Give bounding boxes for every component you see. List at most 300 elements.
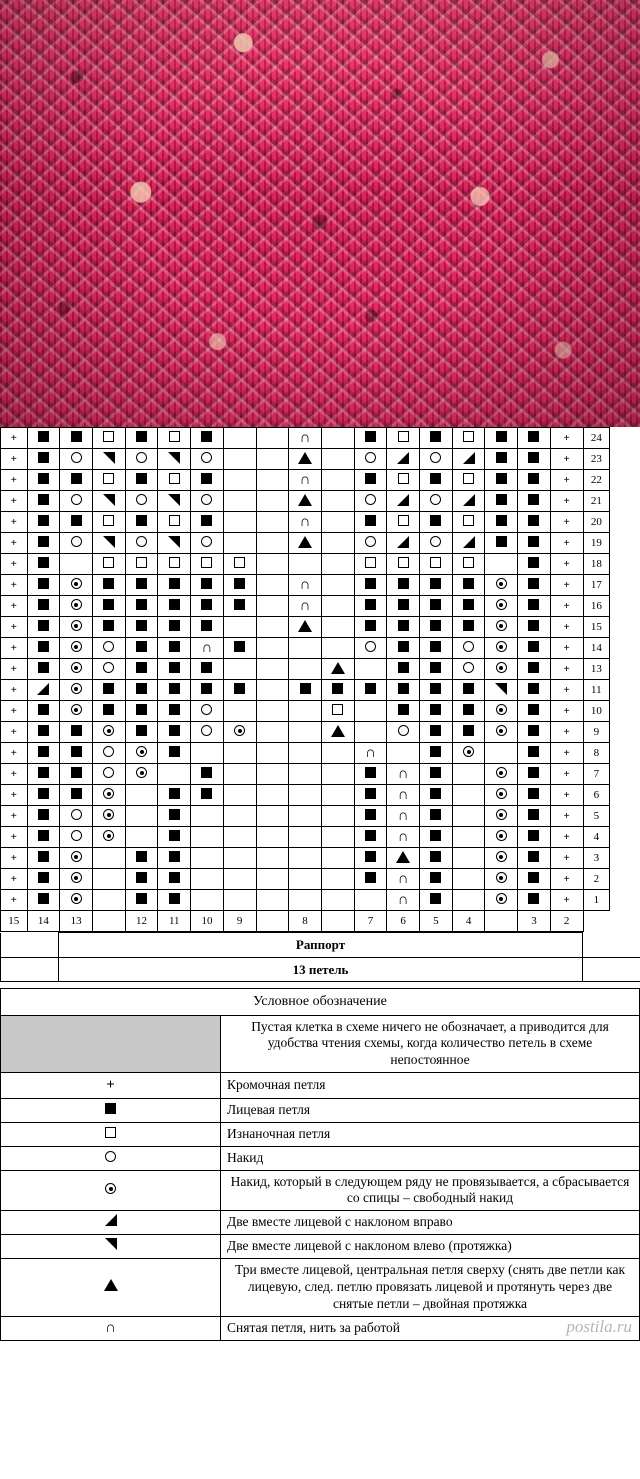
chart-cell [158,533,191,554]
chart-cell [485,869,518,890]
chart-cell [452,512,485,533]
knit-symbol [201,578,212,589]
knit-symbol [365,431,376,442]
chart-cell [27,617,60,638]
yarnover-symbol [430,494,441,505]
knit-symbol [528,746,539,757]
free-yarnover-symbol [71,599,82,610]
chart-column-number [92,911,125,932]
chart-cell [518,491,551,512]
chart-cell [354,680,387,701]
chart-cell [420,575,453,596]
chart-column-number: 10 [191,911,224,932]
chart-cell [27,554,60,575]
chart-row-number: 6 [583,785,610,806]
slip-stitch-symbol: ∩ [201,639,213,656]
free-yarnover-symbol [496,704,507,715]
chart-cell [223,638,256,659]
chart-cell [125,869,158,890]
chart-cell: + [1,533,28,554]
chart-cell: + [550,701,583,722]
purl-symbol [169,431,180,442]
chart-cell-empty [321,806,354,827]
knit-symbol [234,578,245,589]
rapport-spacer-left2 [1,957,59,982]
knit-symbol [398,599,409,610]
chart-cell [60,764,93,785]
chart-cell [354,533,387,554]
chart-cell [158,659,191,680]
chart-cell-empty [223,470,256,491]
legend-row [1,1146,640,1170]
yarnover-symbol [463,662,474,673]
chart-cell [387,848,420,869]
chart-cell [420,533,453,554]
chart-column-number: 4 [452,911,485,932]
chart-cell-empty [223,743,256,764]
chart-column-number [485,911,518,932]
chart-cell-empty [256,491,289,512]
knit-symbol [38,809,49,820]
chart-cell-empty [289,848,322,869]
chart-cell [191,659,224,680]
chart-cell-empty [289,764,322,785]
chart-row-number: 19 [583,533,610,554]
knit-symbol [136,704,147,715]
chart-cell-empty [321,638,354,659]
free-yarnover-symbol [103,830,114,841]
yarnover-symbol [365,452,376,463]
knit-symbol [463,599,474,610]
chart-cell-empty [354,701,387,722]
chart-cell-empty [321,512,354,533]
purl-symbol [463,515,474,526]
chart-row [1,428,640,449]
chart-cell: + [550,659,583,680]
chart-cell-empty [92,869,125,890]
chart-cell: + [1,806,28,827]
chart-cell-empty [321,743,354,764]
chart-column-number: 7 [354,911,387,932]
central-double-decrease-symbol [298,494,312,506]
knit-symbol [38,536,49,547]
chart-cell [92,470,125,491]
chart-cell-empty [158,764,191,785]
knit-symbol [38,830,49,841]
knit-symbol [201,473,212,484]
chart-cell-empty [223,428,256,449]
knit-symbol [365,830,376,841]
chart-cell [60,533,93,554]
chart-column-number: 12 [125,911,158,932]
chart-row-number: 5 [583,806,610,827]
chart-cell-empty [223,890,256,911]
slip-stitch-symbol: ∩ [299,471,311,488]
chart-cell [60,617,93,638]
yarnover-symbol [365,641,376,652]
chart-cell-empty [387,743,420,764]
free-yarnover-symbol [234,725,245,736]
chart-column-number: 14 [27,911,60,932]
chart-cell: + [1,428,28,449]
chart-cell-empty [92,890,125,911]
chart-cell [92,575,125,596]
chart-cell-empty [191,890,224,911]
chart-cell [518,701,551,722]
chart-cell-empty [256,701,289,722]
chart-cell [452,701,485,722]
knit-symbol [496,494,507,505]
knit-symbol [496,431,507,442]
chart-cell-empty [191,806,224,827]
knit-symbol [38,872,49,883]
knit-symbol [528,872,539,883]
knit-symbol [365,851,376,862]
chart-cell [27,848,60,869]
chart-cell [27,869,60,890]
chart-cell [485,785,518,806]
purl-symbol [103,473,114,484]
chart-cell [420,848,453,869]
chart-cell: + [1,701,28,722]
knit-symbol [169,662,180,673]
chart-row [1,638,640,659]
knit-symbol [430,725,441,736]
chart-cell [518,890,551,911]
rapport-spacer-right [583,933,640,958]
chart-cell [452,722,485,743]
chart-cell-empty [321,533,354,554]
chart-cell [518,659,551,680]
chart-cell [60,470,93,491]
chart-cell [387,659,420,680]
knit-symbol [71,725,82,736]
rapport-spacer-left [1,933,59,958]
chart-cell: + [1,722,28,743]
knit-symbol [398,662,409,673]
chart-row [1,890,640,911]
chart-cell [191,701,224,722]
knit-symbol [365,788,376,799]
knit-symbol [71,431,82,442]
chart-cell [27,449,60,470]
purl-symbol [398,557,409,568]
yarnover-symbol [201,536,212,547]
knit-symbol [365,473,376,484]
chart-cell [60,491,93,512]
knit-symbol [365,515,376,526]
purl-symbol [234,557,245,568]
chart-cell [92,638,125,659]
chart-cell [452,575,485,596]
purl-symbol [169,515,180,526]
chart-cell [452,449,485,470]
knit-symbol [398,683,409,694]
knit-symbol [169,872,180,883]
knit-symbol [38,746,49,757]
pattern-photo [0,0,640,427]
slip-stitch-symbol: ∩ [397,807,409,824]
chart-row [1,491,640,512]
chart-row-number: 24 [583,428,610,449]
chart-cell [420,869,453,890]
chart-cell [92,512,125,533]
chart-cell [125,617,158,638]
yarnover-symbol [398,725,409,736]
knit-symbol [398,641,409,652]
knit-symbol [169,788,180,799]
chart-cell [420,722,453,743]
chart-column-number: 2 [550,911,583,932]
chart-cell [387,554,420,575]
chart-cell [27,701,60,722]
chart-cell [125,701,158,722]
chart-cell [92,554,125,575]
chart-cell [223,554,256,575]
chart-cell-empty [223,701,256,722]
knit-symbol [234,599,245,610]
chart-cell-empty [289,722,322,743]
chart-cell [518,533,551,554]
chart-row-number: 8 [583,743,610,764]
chart-row-number: 22 [583,470,610,491]
knit-symbol [169,809,180,820]
chart-column-numbers [1,911,640,932]
legend-row [1,1211,640,1235]
knit-symbol [528,725,539,736]
chart-cell [354,470,387,491]
knit-symbol [38,641,49,652]
chart-cell [158,806,191,827]
chart-cell: + [1,890,28,911]
chart-cell-empty [191,827,224,848]
chart-cell [518,785,551,806]
chart-cell [354,512,387,533]
chart-cell [452,596,485,617]
knit-symbol [136,851,147,862]
purl-symbol [398,431,409,442]
knit-symbol [528,704,539,715]
chart-corner-spacer [583,911,610,932]
slip-stitch-symbol: ∩ [299,513,311,530]
chart-cell [452,638,485,659]
chart-grid [0,427,640,932]
chart-row [1,680,640,701]
knit-symbol [71,746,82,757]
central-double-decrease-symbol [298,452,312,464]
chart-cell-empty [223,617,256,638]
free-yarnover-symbol [71,662,82,673]
chart-cell-empty [452,827,485,848]
k2tog-left-symbol [105,1238,117,1250]
knit-symbol [430,515,441,526]
chart-cell [60,449,93,470]
knit-symbol [38,599,49,610]
chart-cell [387,722,420,743]
chart-cell [125,722,158,743]
chart-cell [158,512,191,533]
chart-cell [60,869,93,890]
legend-row [1,1073,640,1099]
knit-symbol [103,683,114,694]
chart-row-number: 10 [583,701,610,722]
chart-cell [60,575,93,596]
knit-symbol [71,788,82,799]
chart-cell [125,638,158,659]
chart-row-number: 17 [583,575,610,596]
chart-cell [125,848,158,869]
chart-cell: + [550,554,583,575]
chart-cell [158,554,191,575]
legend-row [1,1170,640,1211]
chart-cell [289,617,322,638]
chart-cell [518,449,551,470]
knit-symbol [201,683,212,694]
chart-cell: + [1,575,28,596]
chart-row [1,869,640,890]
chart-row [1,470,640,491]
knit-symbol [169,893,180,904]
legend-description: Две вместе лицевой с наклоном влево (протяжка) [221,1235,640,1259]
chart-cell [60,638,93,659]
chart-cell [27,680,60,701]
chart-cell [60,428,93,449]
yarnover-symbol [71,830,82,841]
chart-cell [387,491,420,512]
chart-cell [420,512,453,533]
chart-column-number [256,911,289,932]
free-yarnover-symbol [496,578,507,589]
chart-cell-empty [289,806,322,827]
chart-cell [289,470,322,491]
chart-column-number: 15 [1,911,28,932]
chart-cell [289,575,322,596]
chart-cell [387,575,420,596]
chart-cell-empty [256,638,289,659]
slip-stitch-symbol: ∩ [299,429,311,446]
chart-row [1,722,640,743]
chart-cell-empty [256,827,289,848]
chart-cell [125,512,158,533]
chart-cell [485,764,518,785]
chart-cell [452,680,485,701]
chart-cell [420,680,453,701]
chart-cell [485,827,518,848]
chart-cell-empty [289,659,322,680]
purl-symbol [463,431,474,442]
chart-cell-empty [256,680,289,701]
chart-row [1,701,640,722]
chart-cell [387,512,420,533]
chart-cell [125,596,158,617]
knit-symbol [365,620,376,631]
knit-symbol [528,851,539,862]
knit-symbol [169,725,180,736]
knit-symbol [463,704,474,715]
legend-description: Накид, который в следующем ряду не провязывается, а сбрасывается со спицы – свободный накид [221,1170,640,1211]
knit-symbol [71,767,82,778]
chart-cell [387,806,420,827]
slip-stitch-symbol: ∩ [105,1319,116,1336]
chart-cell-empty [256,890,289,911]
legend-symbol [1,1316,221,1340]
knit-symbol [528,578,539,589]
yarnover-symbol [430,536,441,547]
purl-symbol [105,1127,116,1138]
yarnover-symbol [201,725,212,736]
free-yarnover-symbol [496,851,507,862]
chart-cell [420,806,453,827]
chart-cell-empty [256,659,289,680]
chart-row-number: 9 [583,722,610,743]
chart-cell: + [550,449,583,470]
chart-row [1,848,640,869]
free-yarnover-symbol [463,746,474,757]
central-double-decrease-symbol [331,662,345,674]
chart-cell-empty [452,764,485,785]
chart-cell [92,764,125,785]
legend-description: Изнаночная петля [221,1122,640,1146]
chart-column-number: 3 [518,911,551,932]
chart-cell [518,470,551,491]
chart-cell [27,596,60,617]
chart-cell [60,848,93,869]
chart-cell [485,680,518,701]
knit-symbol [201,767,212,778]
chart-cell-empty [256,428,289,449]
k2tog-right-symbol [105,1214,117,1226]
knit-symbol [38,515,49,526]
knit-symbol [528,767,539,778]
chart-cell [420,827,453,848]
chart-cell [92,827,125,848]
chart-cell: + [1,848,28,869]
chart-cell [354,449,387,470]
chart-cell [420,428,453,449]
chart-cell-empty [256,848,289,869]
legend-symbol [1,1122,221,1146]
chart-row [1,827,640,848]
chart-cell-empty [321,554,354,575]
knit-symbol [528,830,539,841]
purl-symbol [103,515,114,526]
chart-cell [92,596,125,617]
chart-cell [158,722,191,743]
knit-symbol [136,872,147,883]
knit-symbol [169,683,180,694]
purl-symbol [365,557,376,568]
legend-table [0,988,640,1341]
chart-row [1,785,640,806]
chart-cell [452,659,485,680]
chart-cell-empty [452,848,485,869]
free-yarnover-symbol [496,725,507,736]
chart-cell [485,491,518,512]
chart-cell [125,491,158,512]
chart-cell-empty [256,449,289,470]
yarnover-symbol [201,704,212,715]
purl-symbol [398,515,409,526]
chart-cell [191,596,224,617]
chart-cell [125,428,158,449]
chart-cell [223,680,256,701]
chart-cell-empty [289,827,322,848]
knit-symbol [38,725,49,736]
knit-symbol [38,851,49,862]
knit-symbol [169,704,180,715]
chart-cell-empty [60,554,93,575]
chart-cell [191,638,224,659]
